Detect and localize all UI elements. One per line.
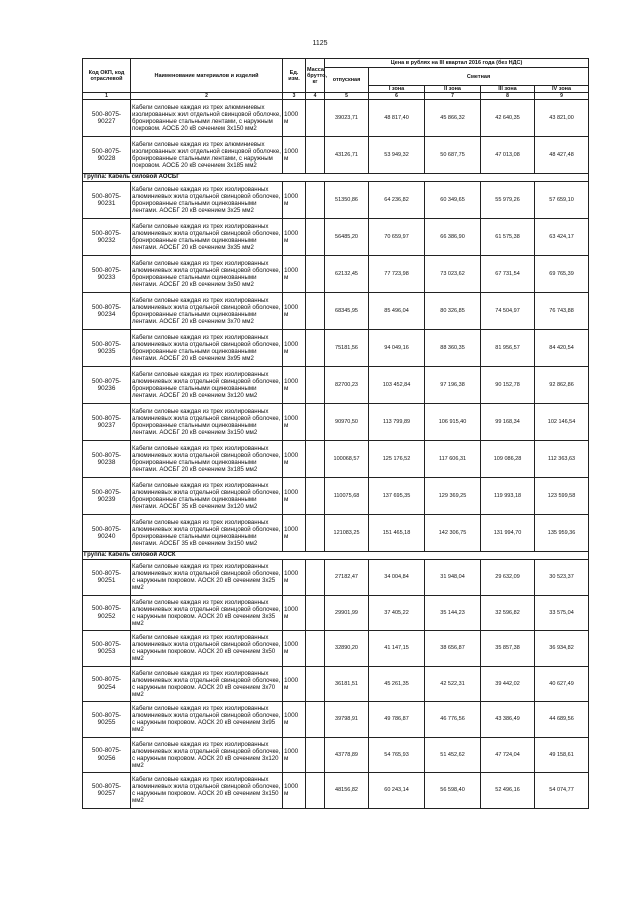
table-body-top bbox=[83, 100, 589, 174]
price-zone-2: 50 687,75 bbox=[425, 137, 481, 174]
price-release: 43126,71 bbox=[325, 137, 369, 174]
table-row bbox=[83, 293, 589, 330]
header-unit: Ед. изм. bbox=[283, 59, 306, 93]
item-mass bbox=[306, 702, 325, 738]
price-zone-2: 97 196,38 bbox=[425, 367, 481, 404]
price-zone-4: 84 420,54 bbox=[535, 330, 589, 367]
item-unit-blank bbox=[296, 367, 306, 404]
header-zone-1: I зона bbox=[369, 86, 425, 93]
item-unit: 1000 м bbox=[283, 631, 296, 667]
item-unit-blank bbox=[296, 702, 306, 738]
header-code: Код ОКП, код отраслевой bbox=[83, 59, 131, 93]
price-zone-2: 88 360,35 bbox=[425, 330, 481, 367]
price-zone-1: 53 949,32 bbox=[369, 137, 425, 174]
price-release: 39798,91 bbox=[325, 702, 369, 738]
price-release: 29901,99 bbox=[325, 595, 369, 631]
table-row bbox=[83, 100, 589, 137]
price-zone-1: 48 817,40 bbox=[369, 100, 425, 137]
table-row bbox=[83, 666, 589, 702]
item-unit-blank bbox=[296, 515, 306, 552]
price-release: 110075,68 bbox=[325, 478, 369, 515]
price-zone-2: 129 369,25 bbox=[425, 478, 481, 515]
table-row bbox=[83, 182, 589, 219]
price-zone-1: 49 786,87 bbox=[369, 702, 425, 738]
col-number: 6 bbox=[369, 93, 425, 100]
header-zone-2: II зона bbox=[425, 86, 481, 93]
price-zone-1: 64 236,82 bbox=[369, 182, 425, 219]
item-unit: 1000 м bbox=[283, 137, 296, 174]
price-zone-4: 69 765,39 bbox=[535, 256, 589, 293]
price-zone-2: 106 915,40 bbox=[425, 404, 481, 441]
price-release: 68345,95 bbox=[325, 293, 369, 330]
price-zone-3: 47 724,04 bbox=[481, 737, 535, 773]
item-mass bbox=[306, 560, 325, 596]
price-zone-1: 113 799,89 bbox=[369, 404, 425, 441]
item-name: Кабели силовые каждая из трех изолированных алюминиевых жила отдельной свинцовой оболочке, бронированные стальными оцинкованными лентами. АОСБГ 20 кВ сечением 3х50 мм2 bbox=[131, 256, 283, 293]
item-name: Кабели силовые каждая из трех изолированных алюминиевых жила отдельной свинцовой оболочке, с наружным покровом. АОСК 20 кВ сечением 3х95 мм2 bbox=[131, 702, 283, 738]
price-zone-2: 45 866,32 bbox=[425, 100, 481, 137]
table-row bbox=[83, 330, 589, 367]
item-mass bbox=[306, 404, 325, 441]
item-code: 500-8075-90228 bbox=[83, 137, 131, 174]
item-mass bbox=[306, 293, 325, 330]
price-release: 121083,25 bbox=[325, 515, 369, 552]
item-name: Кабели силовые каждая из трех изолированных алюминиевых жила отдельной свинцовой оболочке, бронированные стальными оцинкованными лентами. АОСБГ 20 кВ сечением 3х150 мм2 bbox=[131, 404, 283, 441]
col-number: 2 bbox=[131, 93, 283, 100]
item-mass bbox=[306, 737, 325, 773]
col-number: 3 bbox=[283, 93, 306, 100]
price-zone-4: 30 523,37 bbox=[535, 560, 589, 596]
item-unit: 1000 м bbox=[283, 182, 296, 219]
price-zone-2: 42 522,31 bbox=[425, 666, 481, 702]
price-zone-4: 92 862,86 bbox=[535, 367, 589, 404]
price-zone-3: 43 386,49 bbox=[481, 702, 535, 738]
item-name: Кабели силовые каждая из трех изолированных алюминиевых жила отдельной свинцовой оболочке, с наружным покровом. АОСК 20 кВ сечением 3х35 мм2 bbox=[131, 595, 283, 631]
price-zone-2: 51 452,62 bbox=[425, 737, 481, 773]
item-unit-blank bbox=[296, 219, 306, 256]
item-name: Кабели силовые каждая из трех изолированных алюминиевых жила отдельной свинцовой оболочке, бронированные стальными оцинкованными лентами. АОСБГ 20 кВ сечением 3х185 мм2 bbox=[131, 441, 283, 478]
header-name: Наименование материалов и изделий bbox=[131, 59, 283, 93]
col-number: 9 bbox=[535, 93, 589, 100]
item-code: 500-8075-90227 bbox=[83, 100, 131, 137]
price-zone-4: 44 689,56 bbox=[535, 702, 589, 738]
price-zone-3: 29 632,09 bbox=[481, 560, 535, 596]
price-zone-2: 46 776,56 bbox=[425, 702, 481, 738]
table-row bbox=[83, 256, 589, 293]
item-name: Кабели силовые каждая из трех изолированных алюминиевых жила отдельной свинцовой оболочке, с наружным покровом. АОСК 20 кВ сечением 3х150 мм2 bbox=[131, 773, 283, 809]
price-release: 82700,23 bbox=[325, 367, 369, 404]
item-unit: 1000 м bbox=[283, 515, 296, 552]
page-number: 1125 bbox=[312, 40, 328, 47]
item-name: Кабели силовые каждая из трех изолированных алюминиевых жила отдельной свинцовой оболочке, с наружным покровом. АОСК 20 кВ сечением 3х50 мм2 bbox=[131, 631, 283, 667]
price-zone-1: 151 465,18 bbox=[369, 515, 425, 552]
price-zone-1: 103 452,84 bbox=[369, 367, 425, 404]
item-unit: 1000 м bbox=[283, 367, 296, 404]
price-release: 75181,56 bbox=[325, 330, 369, 367]
item-code: 500-8075-90234 bbox=[83, 293, 131, 330]
item-code: 500-8075-90253 bbox=[83, 631, 131, 667]
col-number: 4 bbox=[306, 93, 325, 100]
price-release: 27182,47 bbox=[325, 560, 369, 596]
item-code: 500-8075-90232 bbox=[83, 219, 131, 256]
price-zone-1: 137 695,35 bbox=[369, 478, 425, 515]
item-unit: 1000 м bbox=[283, 478, 296, 515]
table-row bbox=[83, 737, 589, 773]
price-zone-3: 61 575,38 bbox=[481, 219, 535, 256]
table-row bbox=[83, 441, 589, 478]
price-release: 39023,71 bbox=[325, 100, 369, 137]
price-release: 100068,57 bbox=[325, 441, 369, 478]
price-release: 48156,82 bbox=[325, 773, 369, 809]
item-unit-blank bbox=[296, 737, 306, 773]
item-unit-blank bbox=[296, 100, 306, 137]
item-mass bbox=[306, 595, 325, 631]
item-unit: 1000 м bbox=[283, 330, 296, 367]
table-body-group-2 bbox=[83, 560, 589, 809]
price-zone-1: 77 723,98 bbox=[369, 256, 425, 293]
header-mass: Масса брутто, кг bbox=[306, 59, 325, 93]
price-zone-2: 60 349,65 bbox=[425, 182, 481, 219]
price-zone-1: 94 049,16 bbox=[369, 330, 425, 367]
item-name: Кабели силовые каждая из трех алюминиевых изолированных жил отдельной свинцовой оболочке, бронированные стальными лентами, с наружным покровом. АОСБ 20 кВ сечением 3х185 мм2 bbox=[131, 137, 283, 174]
col-number: 1 bbox=[83, 93, 131, 100]
price-release: 56485,20 bbox=[325, 219, 369, 256]
item-unit-blank bbox=[296, 666, 306, 702]
price-zone-3: 47 013,08 bbox=[481, 137, 535, 174]
price-zone-4: 63 424,17 bbox=[535, 219, 589, 256]
col-number: 7 bbox=[425, 93, 481, 100]
group-title: Группа: Кабель силовой АОСБГ bbox=[83, 174, 589, 182]
item-mass bbox=[306, 631, 325, 667]
header-zone-4: IV зона bbox=[535, 86, 589, 93]
item-code: 500-8075-90255 bbox=[83, 702, 131, 738]
item-unit: 1000 м bbox=[283, 256, 296, 293]
price-zone-3: 52 496,16 bbox=[481, 773, 535, 809]
price-zone-4: 33 575,04 bbox=[535, 595, 589, 631]
item-code: 500-8075-90240 bbox=[83, 515, 131, 552]
price-release: 51350,86 bbox=[325, 182, 369, 219]
item-name: Кабели силовые каждая из трех изолированных алюминиевых жила отдельной свинцовой оболочке, с наружным покровом. АОСК 20 кВ сечением 3х70 мм2 bbox=[131, 666, 283, 702]
col-number: 8 bbox=[481, 93, 535, 100]
item-unit: 1000 м bbox=[283, 560, 296, 596]
price-zone-3: 32 596,82 bbox=[481, 595, 535, 631]
item-mass bbox=[306, 182, 325, 219]
price-zone-3: 55 979,26 bbox=[481, 182, 535, 219]
price-release: 90970,50 bbox=[325, 404, 369, 441]
item-unit-blank bbox=[296, 256, 306, 293]
item-code: 500-8075-90231 bbox=[83, 182, 131, 219]
item-unit: 1000 м bbox=[283, 293, 296, 330]
item-name: Кабели силовые каждая из трех изолированных алюминиевых жила отдельной свинцовой оболочке, бронированные стальными оцинкованными лентами. АОСБГ 20 кВ сечением 3х70 мм2 bbox=[131, 293, 283, 330]
price-release: 62132,45 bbox=[325, 256, 369, 293]
group-row-1-body bbox=[83, 174, 589, 182]
item-unit: 1000 м bbox=[283, 404, 296, 441]
item-unit: 1000 м bbox=[283, 441, 296, 478]
item-code: 500-8075-90235 bbox=[83, 330, 131, 367]
item-mass bbox=[306, 666, 325, 702]
price-zone-1: 125 176,52 bbox=[369, 441, 425, 478]
item-code: 500-8075-90239 bbox=[83, 478, 131, 515]
item-mass bbox=[306, 441, 325, 478]
price-zone-2: 35 144,23 bbox=[425, 595, 481, 631]
price-zone-3: 81 956,57 bbox=[481, 330, 535, 367]
item-mass bbox=[306, 256, 325, 293]
header-release: отпускная bbox=[325, 68, 369, 93]
item-mass bbox=[306, 478, 325, 515]
price-zone-4: 49 158,61 bbox=[535, 737, 589, 773]
price-zone-4: 43 821,00 bbox=[535, 100, 589, 137]
header-zone-3: III зона bbox=[481, 86, 535, 93]
table-row bbox=[83, 560, 589, 596]
price-zone-1: 45 261,35 bbox=[369, 666, 425, 702]
item-name: Кабели силовые каждая из трех изолированных алюминиевых жила отдельной свинцовой оболочке, бронированные стальными оцинкованными лентами. АОСБГ 20 кВ сечением 3х95 мм2 bbox=[131, 330, 283, 367]
item-unit: 1000 м bbox=[283, 737, 296, 773]
item-name: Кабели силовые каждая из трех изолированных алюминиевых жила отдельной свинцовой оболочке, с наружным покровом. АОСК 20 кВ сечением 3х25 мм2 bbox=[131, 560, 283, 596]
item-unit-blank bbox=[296, 330, 306, 367]
item-mass bbox=[306, 515, 325, 552]
price-zone-3: 35 857,38 bbox=[481, 631, 535, 667]
price-zone-1: 37 405,22 bbox=[369, 595, 425, 631]
item-mass bbox=[306, 330, 325, 367]
item-unit: 1000 м bbox=[283, 666, 296, 702]
item-code: 500-8075-90236 bbox=[83, 367, 131, 404]
group-row-2-body bbox=[83, 552, 589, 560]
table-row bbox=[83, 219, 589, 256]
price-zone-4: 112 363,63 bbox=[535, 441, 589, 478]
item-code: 500-8075-90252 bbox=[83, 595, 131, 631]
table-row bbox=[83, 631, 589, 667]
price-zone-2: 66 386,90 bbox=[425, 219, 481, 256]
item-unit: 1000 м bbox=[283, 219, 296, 256]
price-zone-3: 131 994,70 bbox=[481, 515, 535, 552]
item-unit-blank bbox=[296, 631, 306, 667]
table-body-group-1 bbox=[83, 182, 589, 552]
item-mass bbox=[306, 137, 325, 174]
item-name: Кабели силовые каждая из трех изолированных алюминиевых жила отдельной свинцовой оболочке, с наружным покровом. АОСК 20 кВ сечением 3х120 мм2 bbox=[131, 737, 283, 773]
price-zone-1: 41 147,15 bbox=[369, 631, 425, 667]
table-row bbox=[83, 404, 589, 441]
item-unit-blank bbox=[296, 137, 306, 174]
item-unit-blank bbox=[296, 595, 306, 631]
item-code: 500-8075-90257 bbox=[83, 773, 131, 809]
item-name: Кабели силовые каждая из трех изолированных алюминиевых жила отдельной свинцовой оболочке, бронированные стальными оцинкованными лентами. АОСБГ 20 кВ сечением 3х25 мм2 bbox=[131, 182, 283, 219]
item-unit: 1000 м bbox=[283, 773, 296, 809]
price-zone-4: 102 146,54 bbox=[535, 404, 589, 441]
item-unit-blank bbox=[296, 560, 306, 596]
item-name: Кабели силовые каждая из трех изолированных алюминиевых жила отдельной свинцовой оболочке, бронированные стальными оцинкованными лентами. АОСБГ 20 кВ сечением 3х35 мм2 bbox=[131, 219, 283, 256]
price-zone-1: 54 765,93 bbox=[369, 737, 425, 773]
price-zone-3: 67 731,54 bbox=[481, 256, 535, 293]
item-unit-blank bbox=[296, 182, 306, 219]
price-release: 43778,89 bbox=[325, 737, 369, 773]
item-code: 500-8075-90238 bbox=[83, 441, 131, 478]
item-code: 500-8075-90237 bbox=[83, 404, 131, 441]
price-zone-1: 70 659,97 bbox=[369, 219, 425, 256]
price-zone-1: 60 243,14 bbox=[369, 773, 425, 809]
item-mass bbox=[306, 219, 325, 256]
table-row bbox=[83, 478, 589, 515]
group-title: Группа: Кабель силовой АОСК bbox=[83, 552, 589, 560]
price-zone-3: 109 086,28 bbox=[481, 441, 535, 478]
item-unit: 1000 м bbox=[283, 702, 296, 738]
price-zone-4: 48 427,48 bbox=[535, 137, 589, 174]
header-estimate: Сметная bbox=[369, 68, 589, 86]
price-zone-2: 80 326,85 bbox=[425, 293, 481, 330]
item-unit-blank bbox=[296, 293, 306, 330]
item-code: 500-8075-90254 bbox=[83, 666, 131, 702]
item-code: 500-8075-90251 bbox=[83, 560, 131, 596]
price-zone-4: 123 599,58 bbox=[535, 478, 589, 515]
price-zone-2: 142 306,75 bbox=[425, 515, 481, 552]
table-row bbox=[83, 702, 589, 738]
item-unit: 1000 м bbox=[283, 100, 296, 137]
price-zone-1: 85 496,04 bbox=[369, 293, 425, 330]
price-release: 36181,51 bbox=[325, 666, 369, 702]
table-row bbox=[83, 515, 589, 552]
item-unit: 1000 м bbox=[283, 595, 296, 631]
price-zone-4: 76 743,88 bbox=[535, 293, 589, 330]
price-table bbox=[82, 58, 589, 809]
item-code: 500-8075-90256 bbox=[83, 737, 131, 773]
item-unit-blank bbox=[296, 404, 306, 441]
item-mass bbox=[306, 773, 325, 809]
table-row bbox=[83, 137, 589, 174]
item-mass bbox=[306, 367, 325, 404]
price-zone-2: 56 598,40 bbox=[425, 773, 481, 809]
price-zone-4: 54 074,77 bbox=[535, 773, 589, 809]
table-row bbox=[83, 367, 589, 404]
price-zone-3: 74 504,97 bbox=[481, 293, 535, 330]
price-zone-4: 135 959,36 bbox=[535, 515, 589, 552]
price-zone-4: 57 659,10 bbox=[535, 182, 589, 219]
item-name: Кабели силовые каждая из трех изолированных алюминиевых жила отдельной свинцовой оболочке, бронированные стальными оцинкованными лентами. АОСБГ 20 кВ сечением 3х120 мм2 bbox=[131, 367, 283, 404]
col-number: 5 bbox=[325, 93, 369, 100]
price-zone-2: 73 023,62 bbox=[425, 256, 481, 293]
item-name: Кабели силовые каждая из трех алюминиевых изолированных жил отдельной свинцовой оболочке, бронированные стальными лентами, с наружным покровом. АОСБ 20 кВ сечением 3х150 мм2 bbox=[131, 100, 283, 137]
price-zone-2: 38 656,87 bbox=[425, 631, 481, 667]
price-zone-2: 117 606,31 bbox=[425, 441, 481, 478]
price-zone-3: 39 442,02 bbox=[481, 666, 535, 702]
table-row bbox=[83, 773, 589, 809]
price-zone-4: 36 934,82 bbox=[535, 631, 589, 667]
item-unit-blank bbox=[296, 478, 306, 515]
price-zone-3: 90 152,78 bbox=[481, 367, 535, 404]
item-unit-blank bbox=[296, 441, 306, 478]
item-name: Кабели силовые каждая из трех изолированных алюминиевых жила отдельной свинцовой оболочке, бронированные стальными оцинкованными лентами. АОСБГ 35 кВ сечением 3х120 мм2 bbox=[131, 478, 283, 515]
header-price-title: Цена в рублях на III квартал 2016 года (без НДС) bbox=[325, 59, 589, 68]
price-zone-1: 34 004,84 bbox=[369, 560, 425, 596]
item-name: Кабели силовые каждая из трех изолированных алюминиевых жила отдельной свинцовой оболочке, бронированные стальными оцинкованными лентами. АОСБГ 35 кВ сечением 3х150 мм2 bbox=[131, 515, 283, 552]
price-zone-3: 99 168,34 bbox=[481, 404, 535, 441]
price-release: 32890,20 bbox=[325, 631, 369, 667]
item-unit-blank bbox=[296, 773, 306, 809]
price-zone-2: 31 948,04 bbox=[425, 560, 481, 596]
price-zone-4: 40 627,49 bbox=[535, 666, 589, 702]
price-zone-3: 42 640,35 bbox=[481, 100, 535, 137]
item-mass bbox=[306, 100, 325, 137]
table-row bbox=[83, 595, 589, 631]
item-code: 500-8075-90233 bbox=[83, 256, 131, 293]
price-zone-3: 119 993,18 bbox=[481, 478, 535, 515]
